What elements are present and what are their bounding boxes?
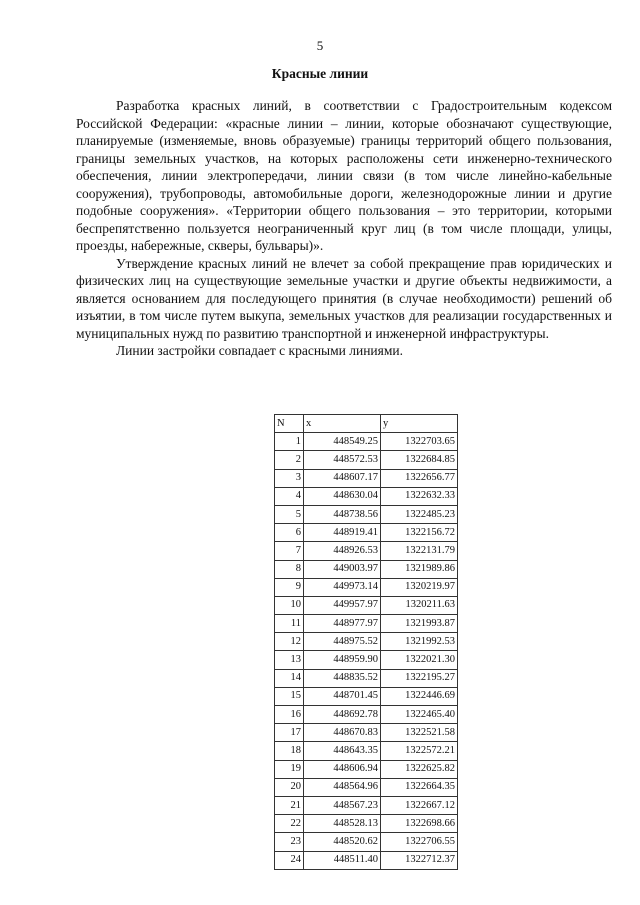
cell-n: 2 — [275, 451, 304, 469]
cell-y: 1322572.21 — [381, 742, 458, 760]
table-row — [275, 542, 458, 560]
paragraph-building-lines: Линии застройки совпадает с красными линиями. — [116, 343, 404, 358]
paragraph-red-lines-definition: Разработка красных линий, в соответствии с Градостроительным кодексом Российской Федерации: «красные линии – линии, которые обозначают существующие, планируемые (изменяемые, вновь образуемые) границы территорий общего пользования, границы земельных участков, на которых расположены сети инженерно-технического обеспечения, линии электропередачи, линии связи (в том числе линейно-кабельные сооружения), трубопроводы, автомобильные дороги, железнодорожные линии и другие подобные сооружения». «Территории общего пользования – это территории, которыми беспрепятственно пользуется неограниченный круг лиц (в том числе площади, улицы, проезды, набережные, скверы, бульвары)». — [76, 98, 612, 253]
cell-y: 1322521.58 — [381, 724, 458, 742]
cell-x: 448606.94 — [304, 760, 381, 778]
cell-n: 18 — [275, 742, 304, 760]
cell-x: 448511.40 — [304, 851, 381, 869]
cell-y: 1322485.23 — [381, 505, 458, 523]
cell-y: 1322656.77 — [381, 469, 458, 487]
cell-x: 448528.13 — [304, 815, 381, 833]
cell-n: 6 — [275, 524, 304, 542]
table-row — [275, 742, 458, 760]
table-row — [275, 596, 458, 614]
coordinates-table-body — [275, 433, 458, 870]
cell-x: 448975.52 — [304, 633, 381, 651]
cell-y: 1322156.72 — [381, 524, 458, 542]
table-row — [275, 560, 458, 578]
table-row — [275, 851, 458, 869]
coordinates-table — [274, 414, 458, 870]
table-row — [275, 760, 458, 778]
cell-n: 19 — [275, 760, 304, 778]
cell-n: 12 — [275, 633, 304, 651]
cell-n: 5 — [275, 505, 304, 523]
column-header-x: x — [304, 415, 381, 433]
cell-y: 1322667.12 — [381, 796, 458, 814]
page-number: 5 — [316, 38, 324, 53]
table-row — [275, 469, 458, 487]
column-header-n: N — [275, 415, 304, 433]
cell-x: 448607.17 — [304, 469, 381, 487]
cell-y: 1322712.37 — [381, 851, 458, 869]
cell-y: 1322021.30 — [381, 651, 458, 669]
cell-n: 7 — [275, 542, 304, 560]
table-row — [275, 651, 458, 669]
paragraph-approval: Утверждение красных линий не влечет за собой прекращение прав юридических и физических лиц на существующие земельные участки и другие объекты недвижимости, а является основанием для последующего принятия (в случае необходимости) решений об изъятии, в том числе путем выкупа, земельных участков для реализации государственных и муниципальных нужд по развитию транспортной и инженерной инфраструктуры. — [76, 255, 612, 341]
cell-x: 448926.53 — [304, 542, 381, 560]
cell-n: 16 — [275, 706, 304, 724]
cell-x: 448572.53 — [304, 451, 381, 469]
cell-x: 449957.97 — [304, 596, 381, 614]
cell-y: 1322664.35 — [381, 778, 458, 796]
table-row — [275, 724, 458, 742]
cell-y: 1322698.66 — [381, 815, 458, 833]
cell-x: 448630.04 — [304, 487, 381, 505]
cell-y: 1321992.53 — [381, 633, 458, 651]
cell-n: 17 — [275, 724, 304, 742]
cell-x: 448670.83 — [304, 724, 381, 742]
table-row — [275, 687, 458, 705]
cell-n: 11 — [275, 615, 304, 633]
cell-x: 448959.90 — [304, 651, 381, 669]
table-row — [275, 505, 458, 523]
cell-y: 1320211.63 — [381, 596, 458, 614]
cell-x: 449003.97 — [304, 560, 381, 578]
cell-n: 24 — [275, 851, 304, 869]
cell-y: 1322703.65 — [381, 433, 458, 451]
cell-x: 448919.41 — [304, 524, 381, 542]
cell-n: 14 — [275, 669, 304, 687]
cell-x: 448549.25 — [304, 433, 381, 451]
cell-y: 1322632.33 — [381, 487, 458, 505]
cell-n: 1 — [275, 433, 304, 451]
cell-n: 22 — [275, 815, 304, 833]
table-row — [275, 433, 458, 451]
column-header-y: y — [381, 415, 458, 433]
table-row — [275, 578, 458, 596]
cell-x: 448567.23 — [304, 796, 381, 814]
table-row — [275, 778, 458, 796]
cell-n: 3 — [275, 469, 304, 487]
cell-n: 4 — [275, 487, 304, 505]
table-row — [275, 487, 458, 505]
cell-n: 15 — [275, 687, 304, 705]
cell-y: 1322465.40 — [381, 706, 458, 724]
body-text — [76, 97, 612, 360]
cell-n: 21 — [275, 796, 304, 814]
cell-n: 10 — [275, 596, 304, 614]
cell-x: 448692.78 — [304, 706, 381, 724]
cell-y: 1322446.69 — [381, 687, 458, 705]
cell-n: 8 — [275, 560, 304, 578]
cell-y: 1322684.85 — [381, 451, 458, 469]
cell-x: 449973.14 — [304, 578, 381, 596]
table-row — [275, 796, 458, 814]
cell-n: 13 — [275, 651, 304, 669]
cell-x: 448835.52 — [304, 669, 381, 687]
cell-x: 448643.35 — [304, 742, 381, 760]
cell-x: 448520.62 — [304, 833, 381, 851]
cell-y: 1320219.97 — [381, 578, 458, 596]
table-row — [275, 633, 458, 651]
cell-y: 1321989.86 — [381, 560, 458, 578]
table-header-row — [275, 415, 458, 433]
page-title: Красные линии — [271, 66, 369, 81]
cell-n: 20 — [275, 778, 304, 796]
table-row — [275, 669, 458, 687]
cell-x: 448738.56 — [304, 505, 381, 523]
cell-x: 448701.45 — [304, 687, 381, 705]
cell-y: 1322706.55 — [381, 833, 458, 851]
cell-y: 1322131.79 — [381, 542, 458, 560]
cell-y: 1321993.87 — [381, 615, 458, 633]
cell-x: 448564.96 — [304, 778, 381, 796]
cell-y: 1322195.27 — [381, 669, 458, 687]
cell-x: 448977.97 — [304, 615, 381, 633]
table-row — [275, 615, 458, 633]
table-row — [275, 815, 458, 833]
table-row — [275, 524, 458, 542]
table-row — [275, 833, 458, 851]
cell-y: 1322625.82 — [381, 760, 458, 778]
table-row — [275, 706, 458, 724]
cell-n: 23 — [275, 833, 304, 851]
table-row — [275, 451, 458, 469]
cell-n: 9 — [275, 578, 304, 596]
